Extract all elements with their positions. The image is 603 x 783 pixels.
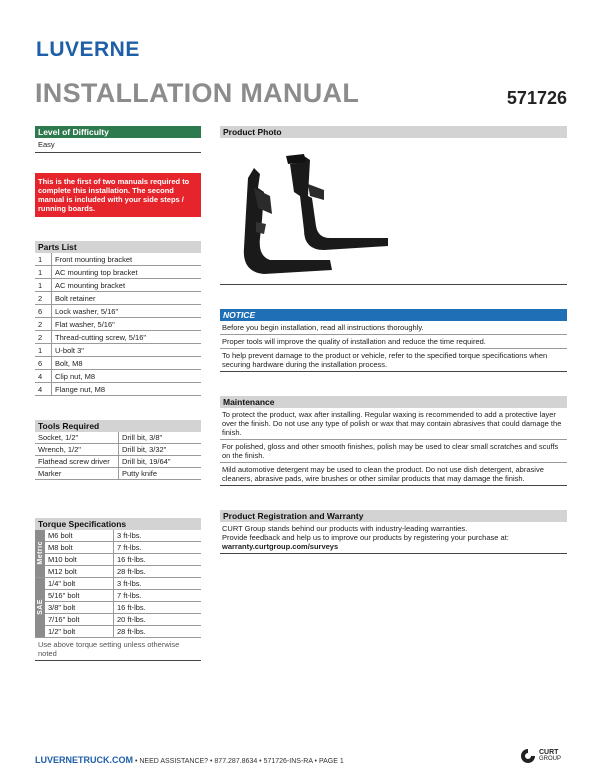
torque-group-text: Metric [36, 540, 44, 565]
notice-item: To help prevent damage to the product or vehicle, refer to the specified torque specifications when securing hardware during the installation process. [220, 349, 567, 372]
torque-row [35, 614, 201, 626]
torque-value: 3 ft-lbs. [114, 578, 202, 590]
parts-row [35, 279, 201, 292]
torque-group-text: SAE [36, 598, 44, 615]
part-name: Bolt retainer [52, 292, 202, 305]
warranty-link[interactable]: warranty.curtgroup.com/surveys [220, 542, 567, 554]
torque-value: 20 ft-lbs. [114, 614, 202, 626]
torque-bolt: 3/8" bolt [45, 602, 114, 614]
torque-value: 7 ft-lbs. [114, 542, 202, 554]
notice-header: NOTICE [220, 309, 567, 321]
footer [35, 755, 344, 765]
maintenance-item: To protect the product, wax after installing. Regular waxing is recommended to add a protective layer over the finish. Do not use any type of polish or wax that may contain abrasives that could damage the finish. [220, 408, 567, 440]
torque-bolt: M12 bolt [45, 566, 114, 578]
tools-table [35, 432, 201, 480]
torque-row [35, 578, 201, 590]
torque-bolt: M6 bolt [45, 530, 114, 542]
part-name: AC mounting top bracket [52, 266, 202, 279]
parts-row [35, 305, 201, 318]
part-name: Clip nut, M8 [52, 370, 202, 383]
parts-row [35, 370, 201, 383]
part-name: Thread-cutting screw, 5/16" [52, 331, 202, 344]
product-photo [220, 138, 567, 285]
torque-note: Use above torque setting unless otherwise noted [35, 638, 201, 661]
torque-table [35, 530, 201, 638]
torque-value: 7 ft-lbs. [114, 590, 202, 602]
parts-list-section [35, 241, 201, 396]
torque-value: 16 ft-lbs. [114, 554, 202, 566]
parts-row [35, 357, 201, 370]
tool-left: Socket, 1/2" [35, 432, 119, 444]
part-qty: 2 [35, 331, 52, 344]
parts-list-header: Parts List [35, 241, 201, 253]
part-name: Flange nut, M8 [52, 383, 202, 396]
parts-row [35, 253, 201, 266]
maintenance-section [220, 396, 567, 486]
tools-section [35, 420, 201, 480]
torque-bolt: 1/2" bolt [45, 626, 114, 638]
parts-table [35, 253, 201, 396]
page-title: INSTALLATION MANUAL [35, 78, 360, 108]
part-qty: 4 [35, 383, 52, 396]
part-qty: 1 [35, 266, 52, 279]
part-qty: 1 [35, 279, 52, 292]
torque-row [35, 554, 201, 566]
tool-right: Drill bit, 19/64" [119, 456, 202, 468]
notice-section [220, 309, 567, 372]
tools-header: Tools Required [35, 420, 201, 432]
difficulty-header: Level of Difficulty [35, 126, 201, 138]
tools-row [35, 456, 201, 468]
registration-header: Product Registration and Warranty [220, 510, 567, 522]
photo-section [220, 126, 567, 285]
torque-row [35, 542, 201, 554]
tool-left: Wrench, 1/2" [35, 444, 119, 456]
torque-row [35, 530, 201, 542]
difficulty-value: Easy [35, 138, 201, 153]
registration-section [220, 510, 567, 554]
maintenance-header: Maintenance [220, 396, 567, 408]
torque-bolt: M8 bolt [45, 542, 114, 554]
part-qty: 2 [35, 318, 52, 331]
tools-row [35, 432, 201, 444]
torque-row [35, 590, 201, 602]
parts-row [35, 266, 201, 279]
tool-left: Flathead screw driver [35, 456, 119, 468]
torque-header: Torque Specifications [35, 518, 201, 530]
part-name: Flat washer, 5/16" [52, 318, 202, 331]
tool-right: Drill bit, 3/8" [119, 432, 202, 444]
registration-line-2: Provide feedback and help us to improve our products by registering your purchase at: [222, 533, 509, 542]
footer-info: • NEED ASSISTANCE? • 877.287.8634 • 571726-INS-RA • PAGE 1 [134, 758, 344, 765]
parts-row [35, 331, 201, 344]
parts-row [35, 318, 201, 331]
photo-header: Product Photo [220, 126, 567, 138]
tools-row [35, 468, 201, 480]
tools-row [35, 444, 201, 456]
part-qty: 6 [35, 357, 52, 370]
curt-logo-icon [520, 748, 536, 764]
footer-site-link[interactable]: LUVERNETRUCK.COM [35, 755, 133, 765]
tool-right: Putty knife [119, 468, 202, 480]
mounting-brackets-image [220, 138, 567, 284]
parts-row [35, 344, 201, 357]
torque-bolt: 1/4" bolt [45, 578, 114, 590]
part-qty: 6 [35, 305, 52, 318]
brand-bottom: GROUP [539, 756, 562, 762]
maintenance-item: For polished, gloss and other smooth finishes, polish may be used to clear small scratches and scuffs on the finish. [220, 440, 567, 463]
torque-row [35, 566, 201, 578]
part-qty: 1 [35, 253, 52, 266]
tool-right: Drill bit, 3/32" [119, 444, 202, 456]
parts-row [35, 383, 201, 396]
torque-value: 28 ft-lbs. [114, 626, 202, 638]
part-name: Lock washer, 5/16" [52, 305, 202, 318]
alert-box: This is the first of two manuals required to complete this installation. The second manual is included with your side steps / running boards. [35, 173, 201, 217]
torque-value: 3 ft-lbs. [114, 530, 202, 542]
torque-group-label [35, 530, 45, 578]
part-name: AC mounting bracket [52, 279, 202, 292]
notice-item: Before you begin installation, read all instructions thoroughly. [220, 321, 567, 335]
maintenance-item: Mild automotive detergent may be used to clean the product. Do not use dish detergent, abrasive cleaners, abrasive pads, wire brushes or other similar products that may damage the finish. [220, 463, 567, 486]
registration-line-1: CURT Group stands behind our products with industry-leading warranties. [222, 524, 468, 533]
difficulty-section [35, 126, 201, 153]
torque-value: 28 ft-lbs. [114, 566, 202, 578]
tool-left: Marker [35, 468, 119, 480]
luverne-logo: LUVERNE [36, 38, 140, 61]
torque-bolt: M10 bolt [45, 554, 114, 566]
torque-section [35, 518, 201, 661]
parts-row [35, 292, 201, 305]
part-number: 571726 [506, 88, 567, 108]
part-qty: 2 [35, 292, 52, 305]
brand-top: CURT [539, 749, 559, 756]
torque-bolt: 7/16" bolt [45, 614, 114, 626]
torque-bolt: 5/16" bolt [45, 590, 114, 602]
torque-value: 16 ft-lbs. [114, 602, 202, 614]
part-qty: 4 [35, 370, 52, 383]
part-name: Front mounting bracket [52, 253, 202, 266]
part-name: Bolt, M8 [52, 357, 202, 370]
part-qty: 1 [35, 344, 52, 357]
torque-group-label [35, 578, 45, 638]
torque-row [35, 602, 201, 614]
torque-row [35, 626, 201, 638]
notice-item: Proper tools will improve the quality of installation and reduce the time required. [220, 335, 567, 349]
part-name: U-bolt 3" [52, 344, 202, 357]
curt-group-logo [520, 748, 561, 764]
